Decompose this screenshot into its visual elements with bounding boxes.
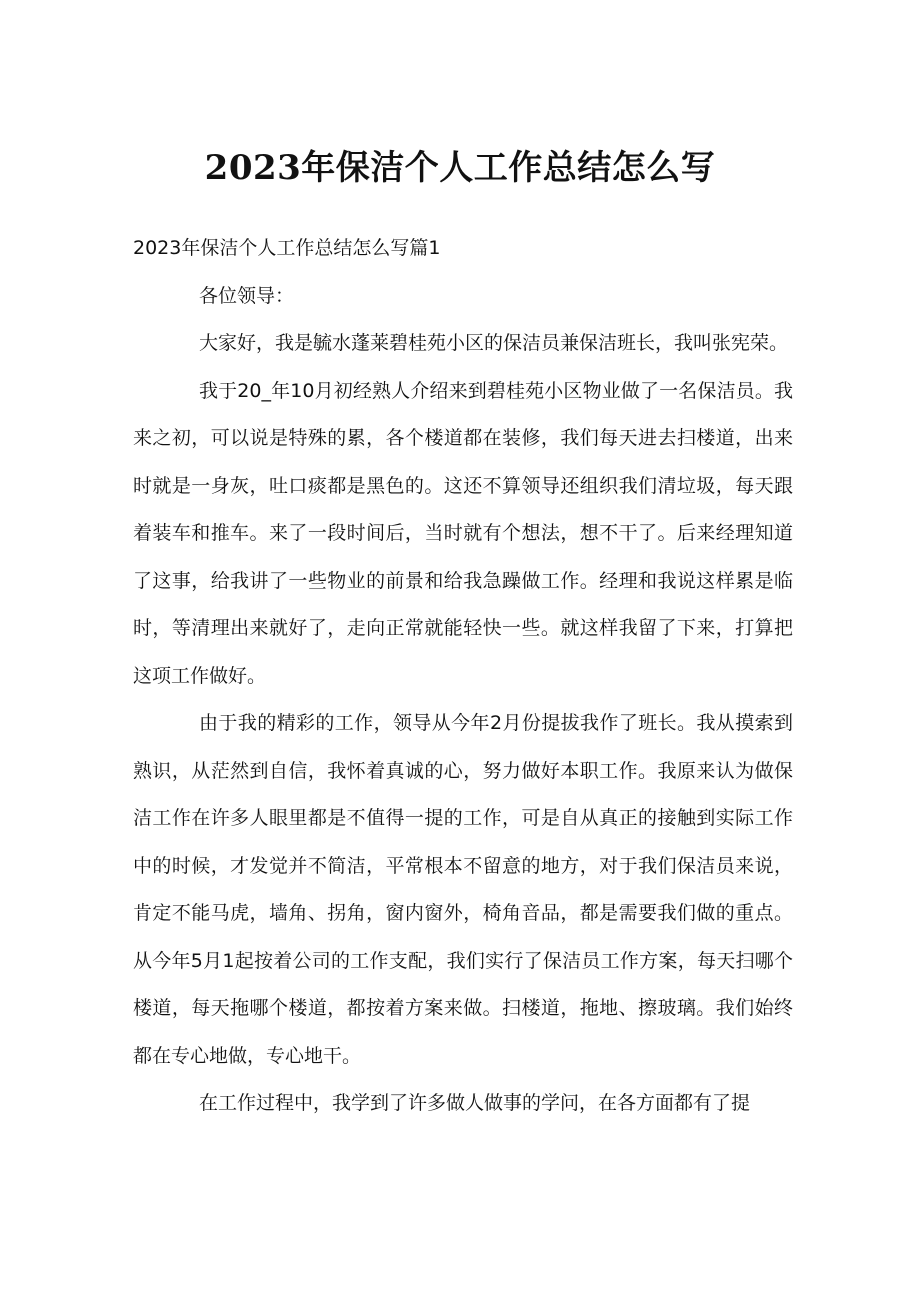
body-paragraph: 我于20_年10月初经熟人介绍来到碧桂苑小区物业做了一名保洁员。我来之初，可以说是特殊的累，各个楼道都在装修，我们每天进去扫楼道，出来时就是一身灰，吐口痰都是黑色的。这还不算领导还组织我们清垃圾，每天跟着装车和推车。来了一段时间后，当时就有个想法，想不干了。后来经理知道了这事，给我讲了一些物业的前景和给我急躁做工作。经理和我说这样累是临时，等清理出来就好了，走向正常就能轻快一些。就这样我留了下来，打算把这项工作做好。 <box>133 379 793 687</box>
body-paragraph: 由于我的精彩的工作，领导从今年2月份提拔我作了班长。我从摸索到熟识，从茫然到自信，我怀着真诚的心，努力做好本职工作。我原来认为做保洁工作在许多人眼里都是不值得一提的工作，可是自从真正的接触到实际工作中的时候，才发觉并不简洁，平常根本不留意的地方，对于我们保洁员来说，肯定不能马虎，墙角、拐角，窗内窗外，椅角音品，都是需要我们做的重点。从今年5月1起按着公司的工作支配，我们实行了保洁员工作方案，每天扫哪个楼道，每天拖哪个楼道，都按着方案来做。扫楼道，拖地、擦玻璃。我们始终都在专心地做，专心地干。 <box>133 712 793 1067</box>
body-paragraph: 在工作过程中，我学到了许多做人做事的学问，在各方面都有了提 <box>199 1092 751 1114</box>
section-heading: 2023年保洁个人工作总结怎么写篇1 <box>133 237 441 259</box>
introduction-paragraph: 大家好，我是毓水蓬莱碧桂苑小区的保洁员兼保洁班长，我叫张宪荣。 <box>199 332 789 354</box>
document-title: 2023年保洁个人工作总结怎么写 <box>204 148 716 188</box>
salutation-paragraph: 各位领导： <box>199 284 295 307</box>
document-body <box>133 225 793 1128</box>
